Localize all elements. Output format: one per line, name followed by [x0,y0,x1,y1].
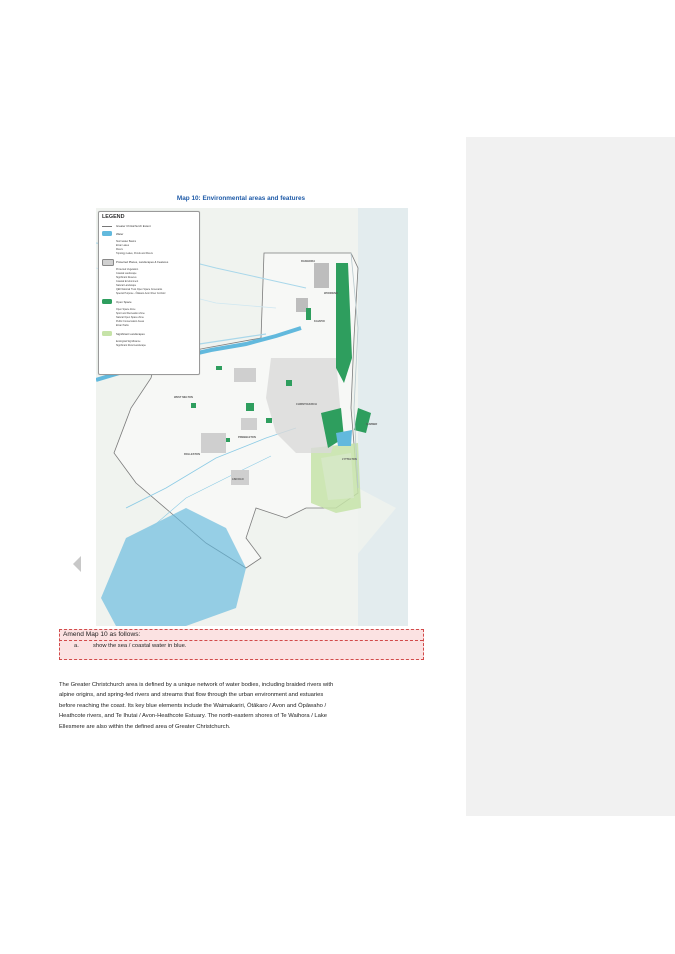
legend-item: Coastal Landscape [116,272,137,275]
legend-item: Water [116,232,124,236]
place-label: PREBBLETON [238,436,256,439]
legend-item: Topology Lakes, Ponds and Rivers [116,252,153,255]
legend-item: Protected Vegetation [116,268,139,271]
legend-item: Greater Christchurch Extent [116,224,151,228]
amendment-item-text: show the sea / coastal water in blue. [93,643,187,649]
significant-swatch [102,331,112,336]
place-label: CHRISTCHURCH [296,403,317,406]
map-legend [98,211,200,375]
previous-page-arrow-icon[interactable] [73,556,81,572]
protected-swatch [102,259,114,266]
place-label: WEST MELTON [174,396,193,399]
legend-item: Open Space [116,300,132,304]
place-label: ROLLESTON [184,453,200,456]
legend-item: Natural Landscape [116,284,137,287]
body-line: The Greater Christchurch area is defined by a unique network of water bodies, including braided rivers with [59,682,334,688]
legend-item: Open Space Zone [116,308,136,311]
place-label: KAIAPOI [314,320,325,323]
legend-item: ECan Lakes [116,244,130,247]
water-swatch [102,231,112,236]
protected-place [314,263,329,288]
comment-margin-pane [466,137,675,816]
legend-item: Protected Places, Landscapes & Features [116,260,169,264]
amendment-item-number: a. [74,643,79,649]
legend-item: QEII National Trust Open Space Covenants [116,288,163,291]
legend-title: LEGEND [102,214,125,220]
place-label: LINCOLN [232,478,244,481]
legend-item: Stormwater Basins [116,240,137,243]
legend-item: Significant Rural Landscape [116,344,146,347]
legend-item: Rivers [116,248,123,251]
legend-item: Significant Reserve [116,276,137,279]
place-label: WOODEND [324,292,338,295]
body-line: Heathcote rivers, and Te Ihutai / Avon-Heathcote Estuary. The north-eastern shores of Te Waihora / Lake [59,713,327,720]
place-label: RANGIORA [301,260,316,263]
extent-line-swatch [102,226,112,227]
legend-item: Natural Open Space Zone [116,316,144,319]
amendment-divider [59,640,423,641]
legend-item: Significant Landscapes [116,332,145,336]
legend-item: Sport and Recreation Zone [116,312,145,315]
place-label: SUMNER [366,423,378,426]
environmental-map [96,208,408,626]
legend-item: Special Purpose - Ōtākaro Avon River Corridor [116,292,166,295]
place-label: LYTTELTON [342,458,357,461]
map-title: Map 10: Environmental areas and features [176,195,306,202]
body-paragraph [59,680,419,732]
legend-item: Coastal Environment [116,280,139,283]
amendment-heading: Amend Map 10 as follows: [63,631,141,638]
legend-item: Public Conservation Areas [116,320,145,323]
legend-item: Ecological Significance [116,340,141,343]
body-line: alpine origins, and spring-fed rivers and streams that flow through the urban environment and estuaries [59,692,324,699]
open-space-swatch [102,299,112,304]
legend-item: ECan Parks [116,324,129,327]
body-line: before reaching the coast. Its key blue elements include the Waimakariri, Ōtākaro / Avon and Ōpāwaho / [59,702,327,709]
body-line: Ellesmere are also within the defined area of Greater Christchurch. [59,723,231,730]
